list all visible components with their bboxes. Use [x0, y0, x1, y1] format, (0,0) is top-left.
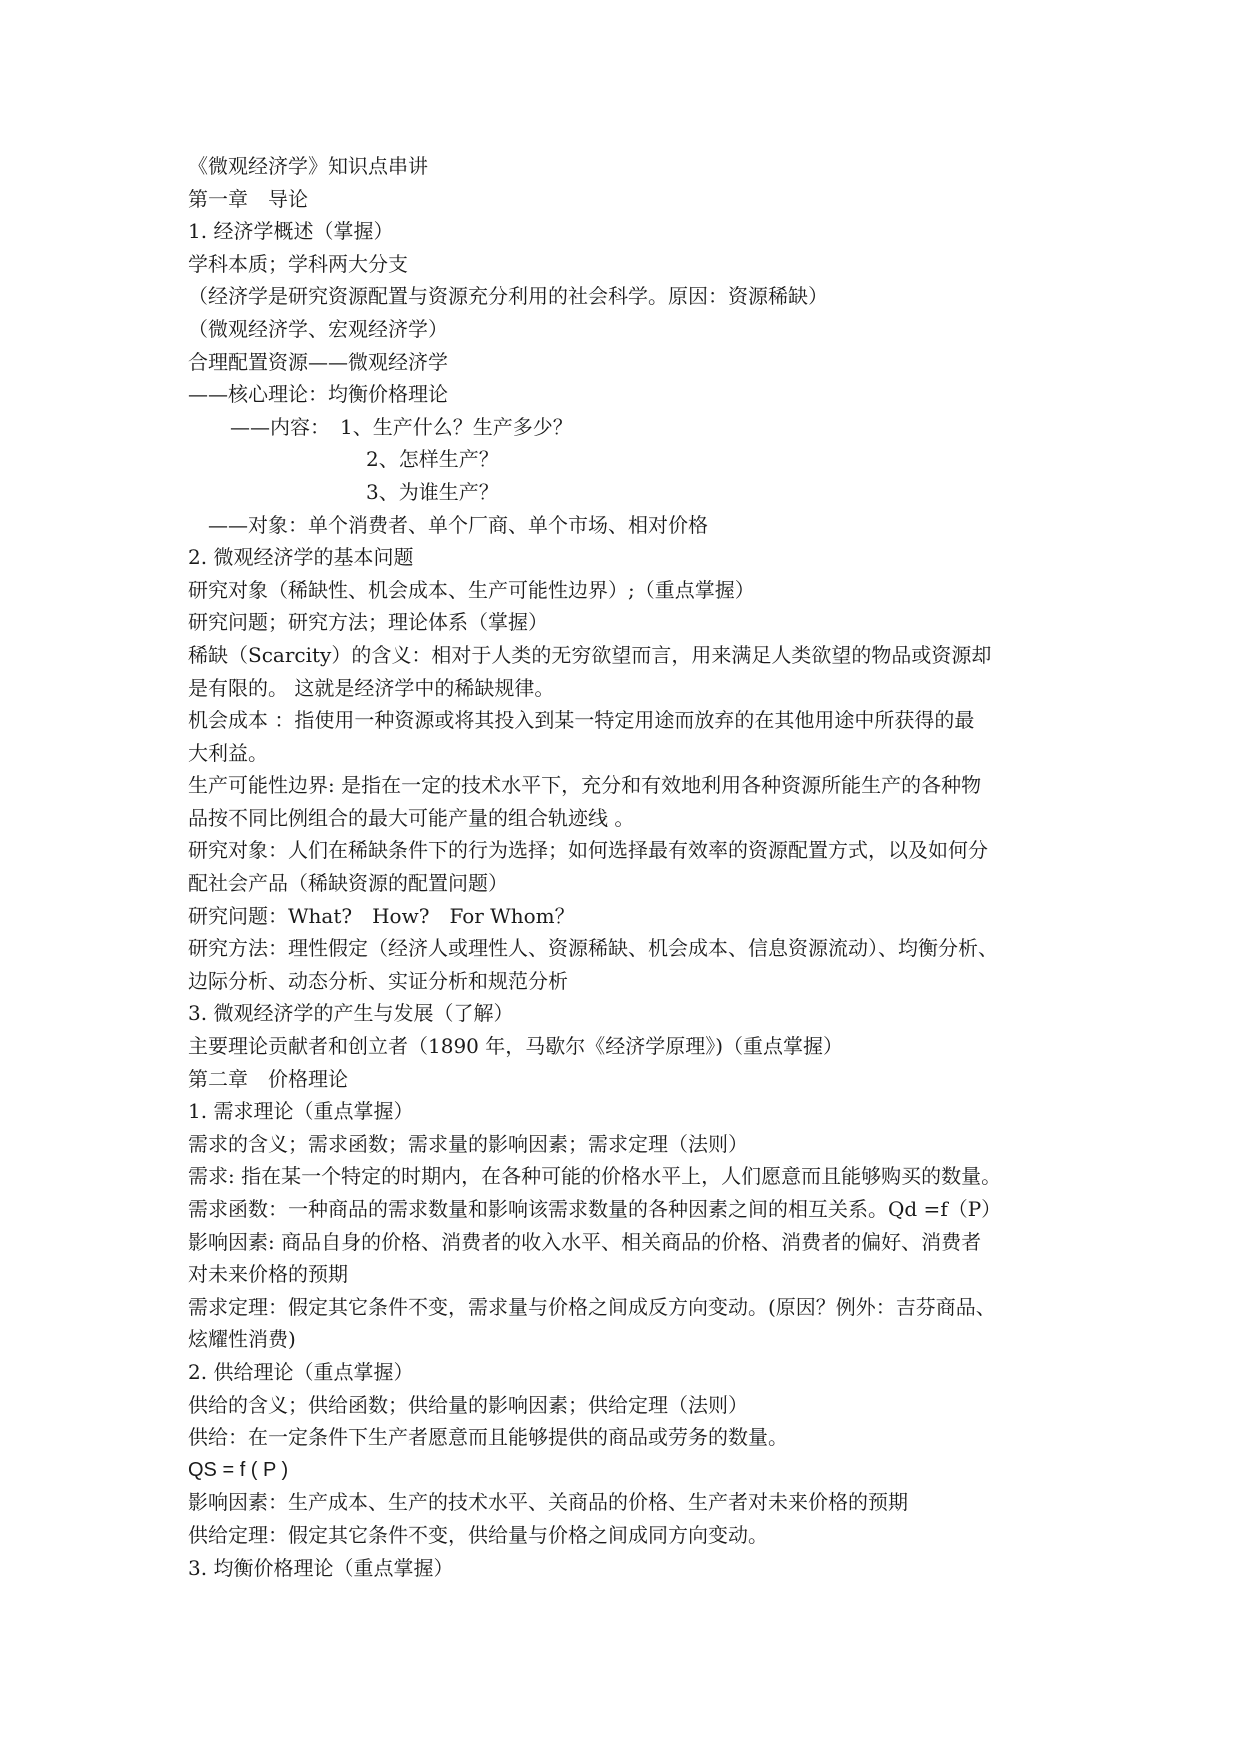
- section-heading: 2. 微观经济学的基本问题: [188, 545, 414, 570]
- text-line: （经济学是研究资源配置与资源充分利用的社会科学。原因：资源稀缺）: [188, 284, 828, 309]
- text-line: 影响因素：生产成本、生产的技术水平、关商品的价格、生产者对未来价格的预期: [188, 1490, 908, 1515]
- text-line: 需求定理：假定其它条件不变，需求量与价格之间成反方向变动。(原因？例外：吉芬商品、: [188, 1294, 996, 1319]
- text-line: 需求的含义；需求函数；需求量的影响因素；需求定理（法则）: [188, 1131, 748, 1156]
- document-body: [188, 150, 1078, 1584]
- text-line: ——对象：单个消费者、单个厂商、单个市场、相对价格: [208, 512, 708, 537]
- section-heading: 1. 需求理论（重点掌握）: [188, 1099, 414, 1124]
- text-line: 研究对象：人们在稀缺条件下的行为选择；如何选择最有效率的资源配置方式，以及如何分: [188, 838, 988, 863]
- supply-formula: QS = f ( P ): [188, 1458, 289, 1481]
- content-list-item: 3、为谁生产？: [366, 479, 499, 504]
- text-line: 研究对象（稀缺性、机会成本、生产可能性边界）;（重点掌握）: [188, 577, 755, 602]
- text-line: 大利益。: [188, 740, 268, 765]
- section-heading: 3. 均衡价格理论（重点掌握）: [188, 1555, 454, 1580]
- section-heading: 3. 微观经济学的产生与发展（了解）: [188, 1001, 514, 1026]
- chapter-2-heading: 第二章 价格理论: [188, 1066, 348, 1091]
- text-line: 边际分析、动态分析、实证分析和规范分析: [188, 968, 568, 993]
- text-line: 供给定理：假定其它条件不变，供给量与价格之间成同方向变动。: [188, 1522, 768, 1547]
- text-line: 合理配置资源——微观经济学: [188, 349, 448, 374]
- text-line: 稀缺（Scarcity）的含义：相对于人类的无穷欲望而言，用来满足人类欲望的物品或资源却: [188, 642, 992, 667]
- content-list-item: ——内容： 1、生产什么？生产多少？: [230, 414, 573, 439]
- text-line: 研究问题：What? How? For Whom？: [188, 903, 575, 928]
- text-line: （微观经济学、宏观经济学）: [188, 316, 448, 341]
- text-line: 生产可能性边界: 是指在一定的技术水平下，充分和有效地利用各种资源所能生产的各种物: [188, 773, 982, 798]
- text-line: 影响因素: 商品自身的价格、消费者的收入水平、相关商品的价格、消费者的偏好、消费者: [188, 1229, 982, 1254]
- text-line: 需求: 指在某一个特定的时期内，在各种可能的价格水平上，人们愿意而且能够购买的数量。: [188, 1164, 1002, 1189]
- section-heading: 2. 供给理论（重点掌握）: [188, 1359, 414, 1384]
- text-line: 学科本质；学科两大分支: [188, 251, 408, 276]
- text-line: 需求函数：一种商品的需求数量和影响该需求数量的各种因素之间的相互关系。Qd =f（P）: [188, 1197, 1002, 1221]
- section-heading: 1. 经济学概述（掌握）: [188, 219, 394, 244]
- text-line: 是有限的。 这就是经济学中的稀缺规律。: [188, 675, 555, 700]
- text-line: 供给：在一定条件下生产者愿意而且能够提供的商品或劳务的数量。: [188, 1425, 788, 1450]
- text-line: ——核心理论：均衡价格理论: [188, 382, 448, 407]
- text-line: 配社会产品（稀缺资源的配置问题）: [188, 871, 508, 896]
- text-line: 主要理论贡献者和创立者（1890 年，马歇尔《经济学原理》)（重点掌握）: [188, 1034, 844, 1059]
- text-line: 研究方法：理性假定（经济人或理性人、资源稀缺、机会成本、信息资源流动）、均衡分析、: [188, 936, 998, 961]
- text-line: 品按不同比例组合的最大可能产量的组合轨迹线 。: [188, 805, 635, 830]
- text-line: 供给的含义；供给函数；供给量的影响因素；供给定理（法则）: [188, 1392, 748, 1417]
- content-list-item: 2、怎样生产？: [366, 447, 499, 472]
- text-line: 炫耀性消费): [188, 1327, 296, 1352]
- text-line: 研究问题；研究方法；理论体系（掌握）: [188, 610, 548, 635]
- chapter-1-heading: 第一章 导论: [188, 186, 308, 211]
- document-title: 《微观经济学》知识点串讲: [188, 154, 428, 178]
- text-line: 机会成本 ：指使用一种资源或将其投入到某一特定用途而放弃的在其他用途中所获得的最: [188, 708, 975, 733]
- text-line: 对未来价格的预期: [188, 1262, 348, 1287]
